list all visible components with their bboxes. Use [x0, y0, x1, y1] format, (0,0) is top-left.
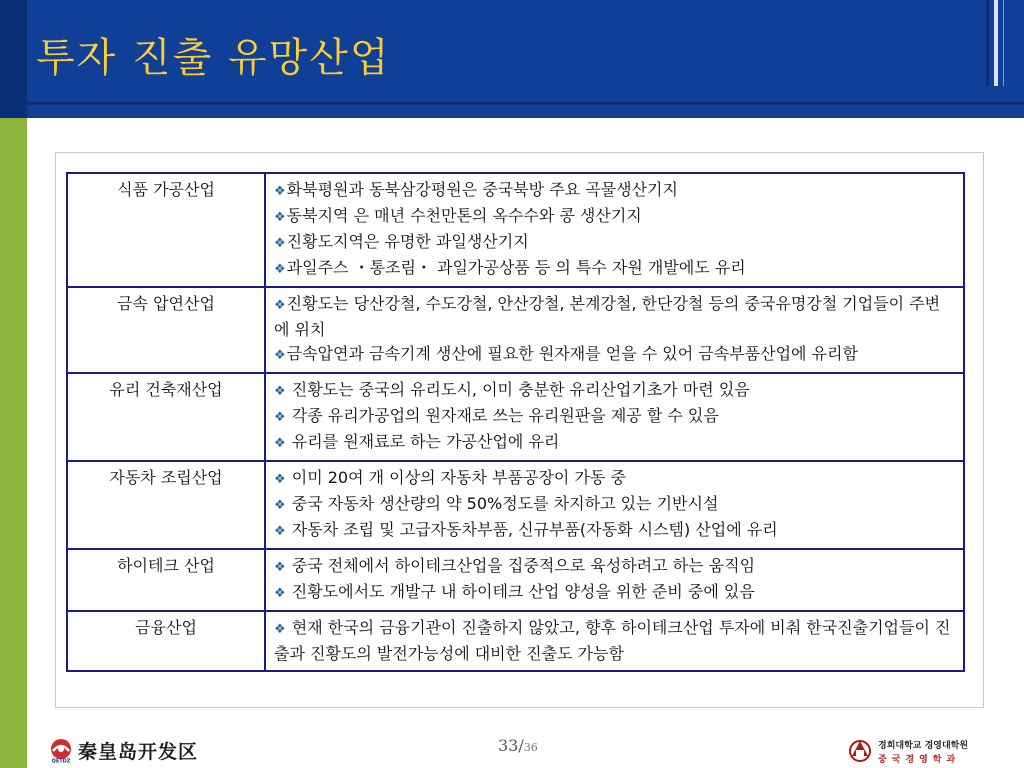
table-row	[67, 461, 964, 549]
industry-table	[66, 172, 965, 672]
diamond-bullet-icon: ❖	[274, 586, 286, 601]
header-left-band	[0, 0, 27, 118]
bullet-point	[274, 256, 955, 282]
table-row	[67, 611, 964, 671]
industry-description	[265, 173, 964, 287]
diamond-bullet-icon: ❖	[274, 348, 286, 363]
industry-category: 하이테크 산업	[67, 549, 265, 611]
diamond-bullet-icon: ❖	[274, 560, 286, 575]
university-seal-icon	[846, 736, 874, 764]
industry-description	[265, 611, 964, 671]
industry-category: 금속 압연산업	[67, 287, 265, 373]
diamond-bullet-icon: ❖	[274, 436, 286, 451]
industry-description	[265, 373, 964, 461]
table-row	[67, 549, 964, 611]
zone-logo-sub: QETDZ	[51, 758, 71, 763]
bullet-text: 현재 한국의 금융기관이 진출하지 않았고, 향후 하이테크산업 투자에 비춰 한국진출기업들이 진출과 진황도의 발전가능성에 대비한 진출도 가능함	[274, 618, 951, 663]
diamond-bullet-icon: ❖	[274, 210, 286, 225]
bullet-text: 진황도지역은 유명한 과일생산기지	[286, 232, 529, 251]
industry-description	[265, 287, 964, 373]
zone-logo-text: 秦皇岛开发区	[78, 740, 199, 763]
bullet-point	[274, 554, 955, 580]
industry-category: 금융산업	[67, 611, 265, 671]
side-accent-bar	[0, 118, 27, 768]
bullet-text: 동북지역 은 매년 수천만톤의 옥수수와 콩 생산기지	[286, 206, 642, 225]
bullet-text: 화북평원과 동북삼강평원은 중국북방 주요 곡물생산기지	[286, 180, 678, 199]
bullet-point	[274, 178, 955, 204]
industry-description	[265, 549, 964, 611]
diamond-bullet-icon: ❖	[274, 384, 286, 399]
diamond-bullet-icon: ❖	[274, 622, 286, 637]
bullet-text: 진황도에서도 개발구 내 하이테크 산업 양성을 위한 준비 중에 있음	[286, 582, 755, 601]
bullet-point	[274, 204, 955, 230]
bullet-text: 중국 자동차 생산량의 약 50%정도를 차지하고 있는 기반시설	[286, 494, 719, 513]
university-name: 경희대학교 경영대학원	[878, 741, 969, 751]
bullet-point	[274, 378, 955, 404]
bullet-point	[274, 616, 955, 666]
bullet-point	[274, 230, 955, 256]
industry-category: 식품 가공산업	[67, 173, 265, 287]
bullet-text: 유리를 원재료로 하는 가공산업에 유리	[286, 432, 560, 451]
page-current: 33/	[498, 736, 524, 755]
university-logo	[846, 736, 996, 766]
header-accent-line	[1003, 0, 1004, 86]
page-total: 36	[523, 741, 538, 754]
table-row	[67, 373, 964, 461]
bullet-text: 각종 유리가공업의 원자재로 쓰는 유리원판을 제공 할 수 있음	[286, 406, 719, 425]
bullet-text: 금속압연과 금속기계 생산에 필요한 원자재를 얻을 수 있어 금속부품산업에 유리함	[286, 344, 858, 363]
industry-table-body	[67, 173, 964, 671]
industry-category: 유리 건축재산업	[67, 373, 265, 461]
bullet-point	[274, 430, 955, 456]
bullet-point	[274, 292, 955, 342]
bullet-text: 중국 전체에서 하이테크산업을 집중적으로 육성하려고 하는 움직임	[286, 556, 756, 575]
bullet-text: 자동차 조립 및 고급자동차부품, 신규부품(자동화 시스템) 산업에 유리	[286, 520, 778, 539]
industry-description	[265, 461, 964, 549]
header-accent-line	[986, 0, 989, 86]
industry-category: 자동차 조립산업	[67, 461, 265, 549]
diamond-bullet-icon: ❖	[274, 262, 286, 277]
page-number	[498, 736, 558, 755]
bullet-point	[274, 518, 955, 544]
table-row	[67, 173, 964, 287]
bullet-point	[274, 404, 955, 430]
diamond-bullet-icon: ❖	[274, 498, 286, 513]
header-divider-line	[27, 102, 1024, 105]
bullet-point	[274, 342, 955, 368]
slide-header	[0, 0, 1024, 118]
department-name: 중국경영학과	[878, 755, 961, 765]
zone-logo	[48, 736, 198, 764]
diamond-bullet-icon: ❖	[274, 472, 286, 487]
diamond-bullet-icon: ❖	[274, 184, 286, 199]
bullet-text: 과일주스 ・통조림・ 과일가공상품 등 의 특수 자원 개발에도 유리	[286, 258, 746, 277]
diamond-bullet-icon: ❖	[274, 524, 286, 539]
bullet-point	[274, 492, 955, 518]
diamond-bullet-icon: ❖	[274, 298, 286, 313]
bullet-text: 진황도는 당산강철, 수도강철, 안산강철, 본계강철, 한단강철 등의 중국유명강철 기업들이 주변에 위치	[274, 294, 941, 339]
zone-logo-icon	[48, 737, 74, 763]
slide-title: 투자 진출 유망산업	[36, 35, 391, 81]
header-accent-line	[994, 0, 998, 86]
bullet-text: 이미 20여 개 이상의 자동차 부품공장이 가동 중	[286, 468, 626, 487]
diamond-bullet-icon: ❖	[274, 410, 286, 425]
bullet-point	[274, 466, 955, 492]
bullet-point	[274, 580, 955, 606]
bullet-text: 진황도는 중국의 유리도시, 이미 충분한 유리산업기초가 마련 있음	[286, 380, 750, 399]
diamond-bullet-icon: ❖	[274, 236, 286, 251]
table-row	[67, 287, 964, 373]
